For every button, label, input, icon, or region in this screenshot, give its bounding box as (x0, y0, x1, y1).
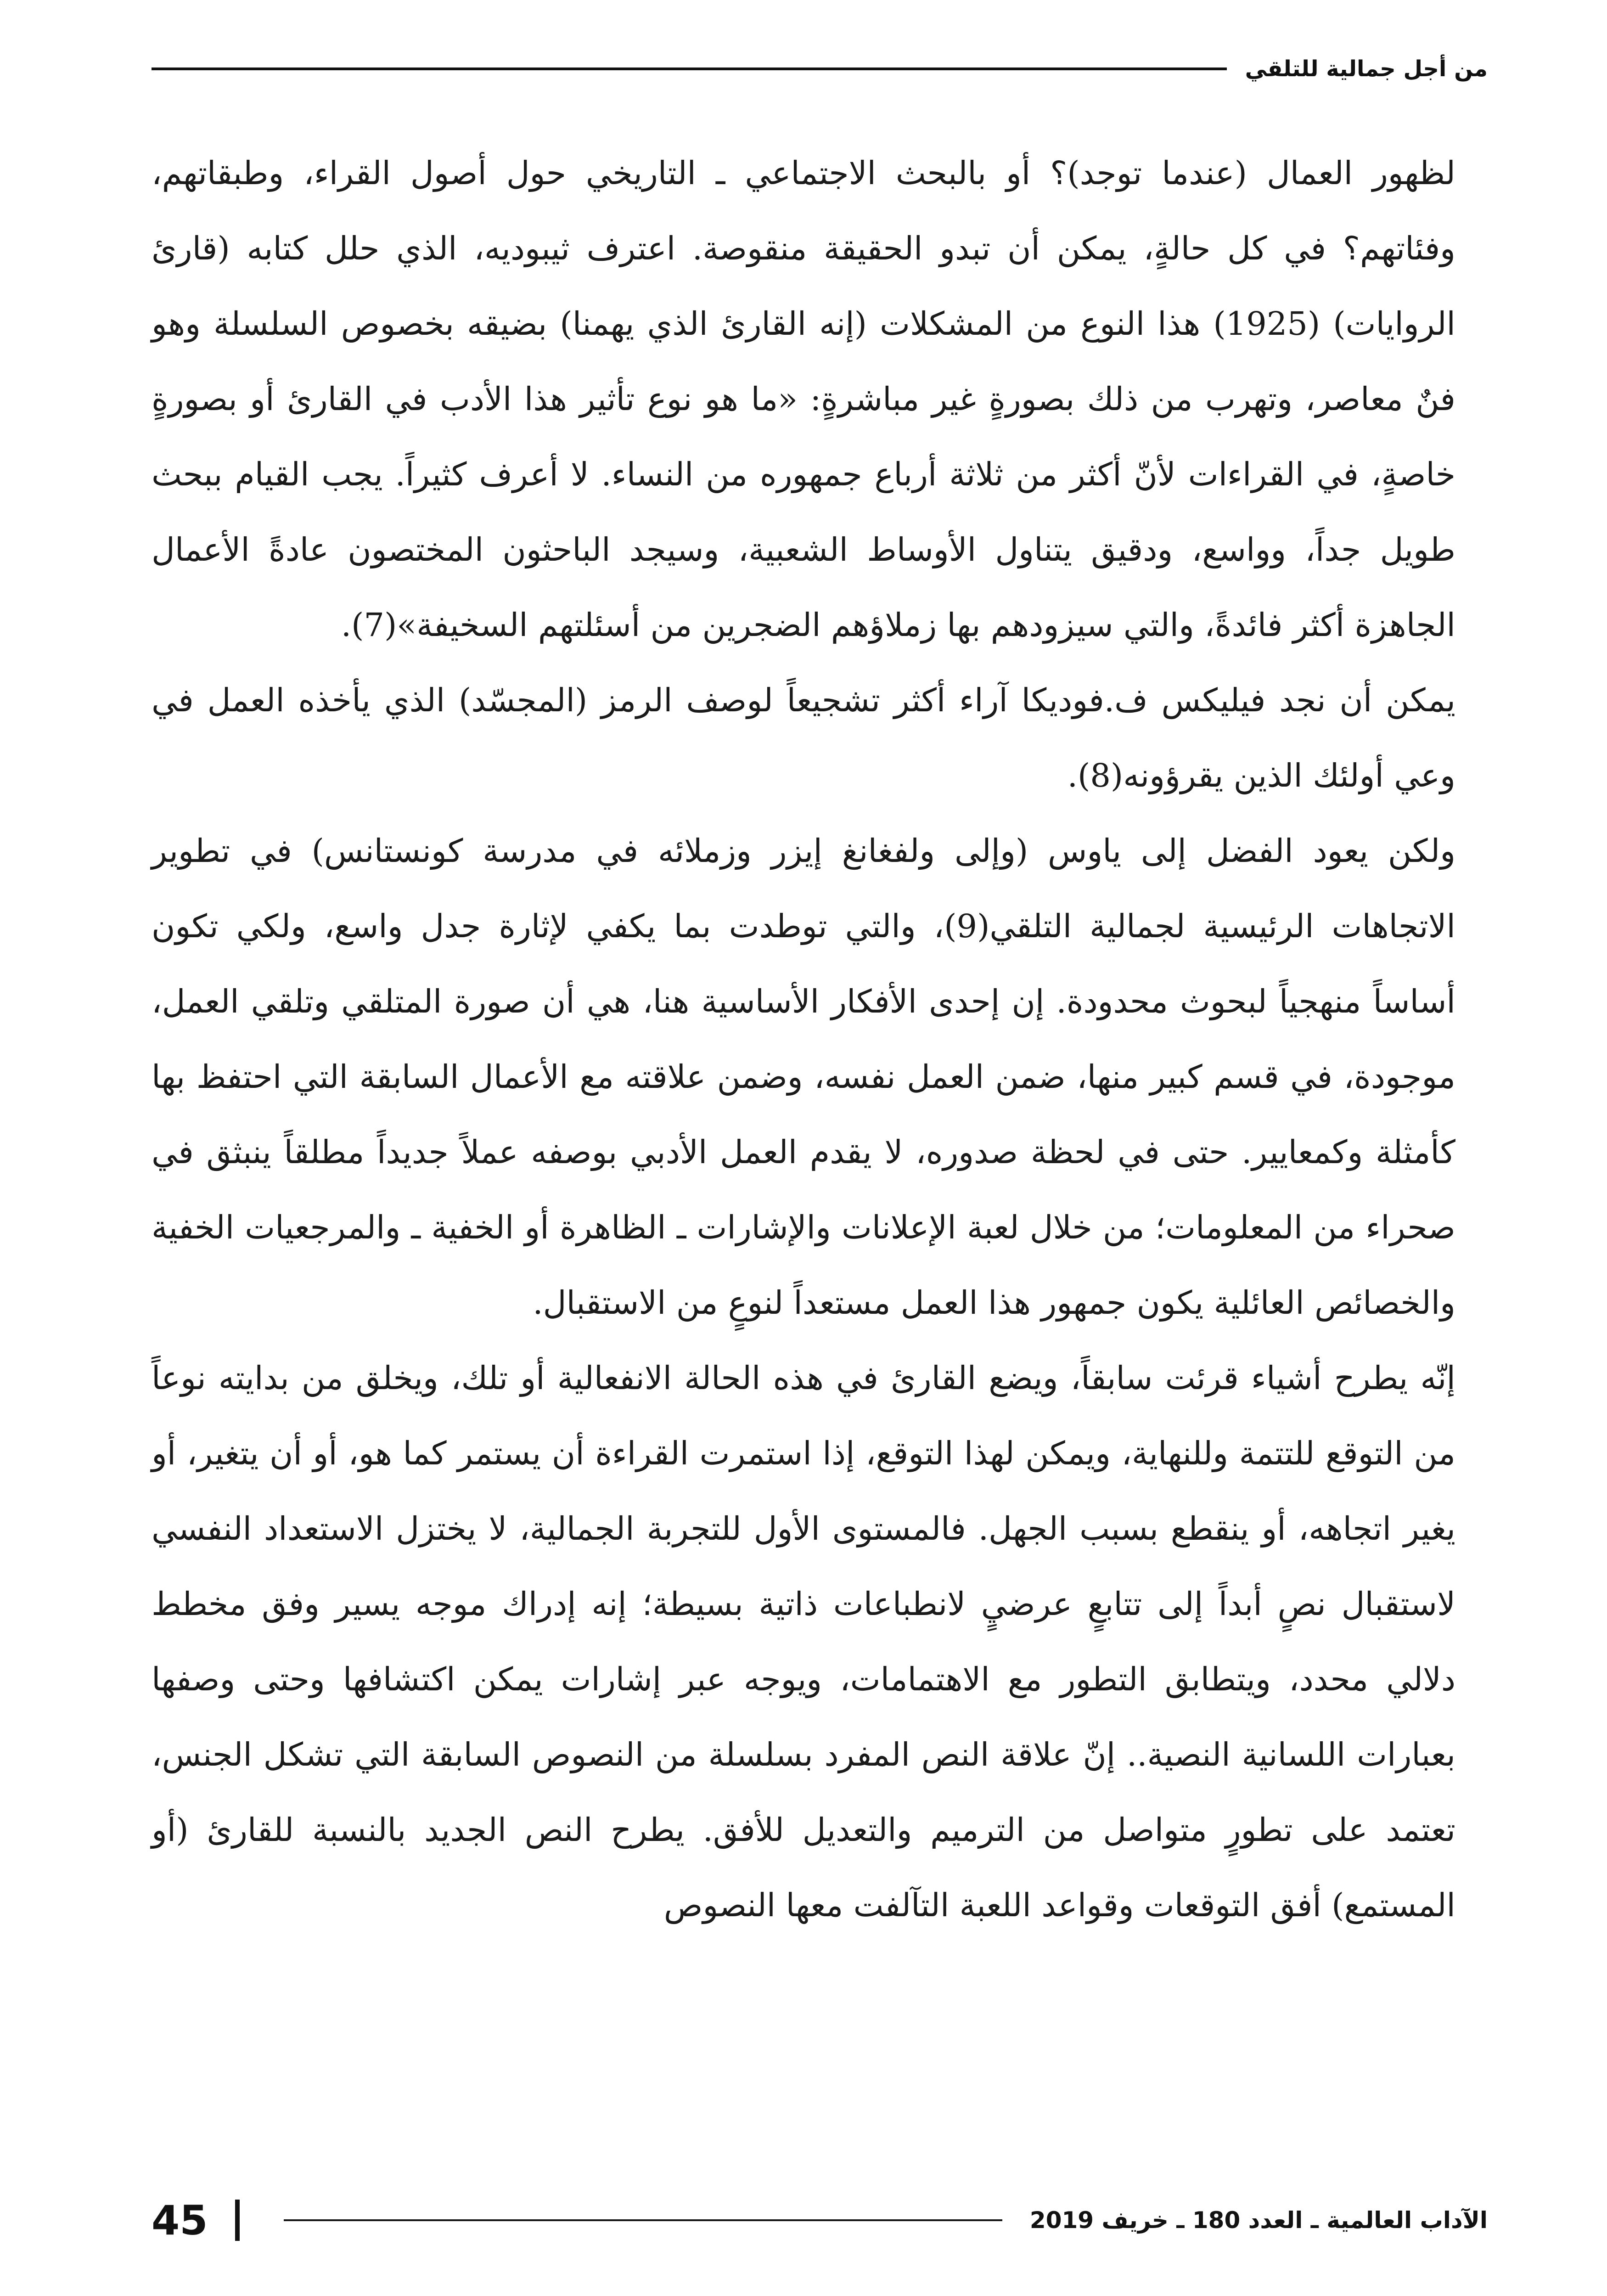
page-footer (152, 2195, 1488, 2245)
paragraph-1: لظهور العمال (عندما توجد)؟ أو بالبحث الاجتماعي ـ التاريخي حول أصول القراء، وطبقاتهم، وفئاتهم؟ في كل حالةٍ، يمكن أن تبدو الحقيقة منقوصة. اعترف ثيبوديه، الذي حلل كتابه (قارئ الروايات) (1925) هذا النوع من المشكلات (إنه القارئ الذي يهمنا) بضيقه بخصوص السلسلة وهو فنٌ معاصر، وتهرب من ذلك بصورةٍ غير مباشرةٍ: «ما هو نوع تأثير هذا الأدب في القارئ أو بصورةٍ خاصةٍ، في القراءات لأنّ أكثر من ثلاثة أرباع جمهوره من النساء. لا أعرف كثيراً. يجب القيام ببحث طويل جداً، وواسع، ودقيق يتناول الأوساط الشعبية، وسيجد الباحثون المختصون عادةً الأعمال الجاهزة أكثر فائدةً، والتي سيزودهم بها زملاؤهم الضجرين من أسئلتهم السخيفة»(7). (152, 154, 1455, 644)
paragraph-4: إنّه يطرح أشياء قرئت سابقاً، ويضع القارئ في هذه الحالة الانفعالية أو تلك، ويخلق من بدايته نوعاً من التوقع للتتمة وللنهاية، ويمكن لهذا التوقع، إذا استمرت القراءة أن يستمر كما هو، أو أن يتغير، أو يغير اتجاهه، أو ينقطع بسبب الجهل. فالمستوى الأول للتجربة الجمالية، لا يختزل الاستعداد النفسي لاستقبال نصٍ أبداً إلى تتابعٍ عرضيٍ لانطباعات ذاتية بسيطة؛ إنه إدراك موجه يسير وفق مخطط دلالي محدد، ويتطابق التطور مع الاهتمامات، ويوجه عبر إشارات يمكن اكتشافها وحتى وصفها بعبارات اللسانية النصية.. إنّ علاقة النص المفرد بسلسلة من النصوص السابقة التي تشكل الجنس، تعتمد على تطورٍ متواصل من الترميم والتعديل للأفق. يطرح النص الجديد بالنسبة للقارئ (أو المستمع) أفق التوقعات وقواعد اللعبة التآلفت معها النصوص (152, 1359, 1455, 1924)
running-header (152, 51, 1488, 87)
paragraph-3: ولكن يعود الفضل إلى ياوس (وإلى ولفغانغ إيزر وزملائه في مدرسة كونستانس) في تطوير الاتجاهات الرئيسية لجمالية التلقي(9)، والتي توطدت بما يكفي لإثارة جدل واسع، ولكي تكون أساساً منهجياً لبحوث محدودة. إن إحدى الأفكار الأساسية هنا، هي أن صورة المتلقي وتلقي العمل، موجودة، في قسم كبير منها، ضمن العمل نفسه، وضمن علاقته مع الأعمال السابقة التي احتفظ بها كأمثلة وكمعايير. حتى في لحظة صدوره، لا يقدم العمل الأدبي بوصفه عملاً جديداً مطلقاً ينبثق في صحراء من المعلومات؛ من خلال لعبة الإعلانات والإشارات ـ الظاهرة أو الخفية ـ والمرجعيات الخفية والخصائص العائلية يكون جمهور هذا العمل مستعداً لنوعٍ من الاستقبال. (152, 832, 1456, 1322)
paragraph-2: يمكن أن نجد فيليكس ف.فوديكا آراء أكثر تشجيعاً لوصف الرمز (المجسّد) الذي يأخذه العمل في وعي أولئك الذين يقرؤونه(8). (152, 681, 1455, 794)
article-body (152, 135, 1455, 1943)
header-title: من أجل جمالية للتلقي (1245, 56, 1488, 82)
header-rule (152, 68, 1227, 70)
footer-journal-info: الآداب العالمية ـ العدد 180 ـ خريف 2019 (1029, 2207, 1488, 2234)
page-number: 45 (152, 2196, 208, 2244)
footer-separator (235, 2200, 240, 2241)
footer-rule (284, 2219, 1002, 2221)
